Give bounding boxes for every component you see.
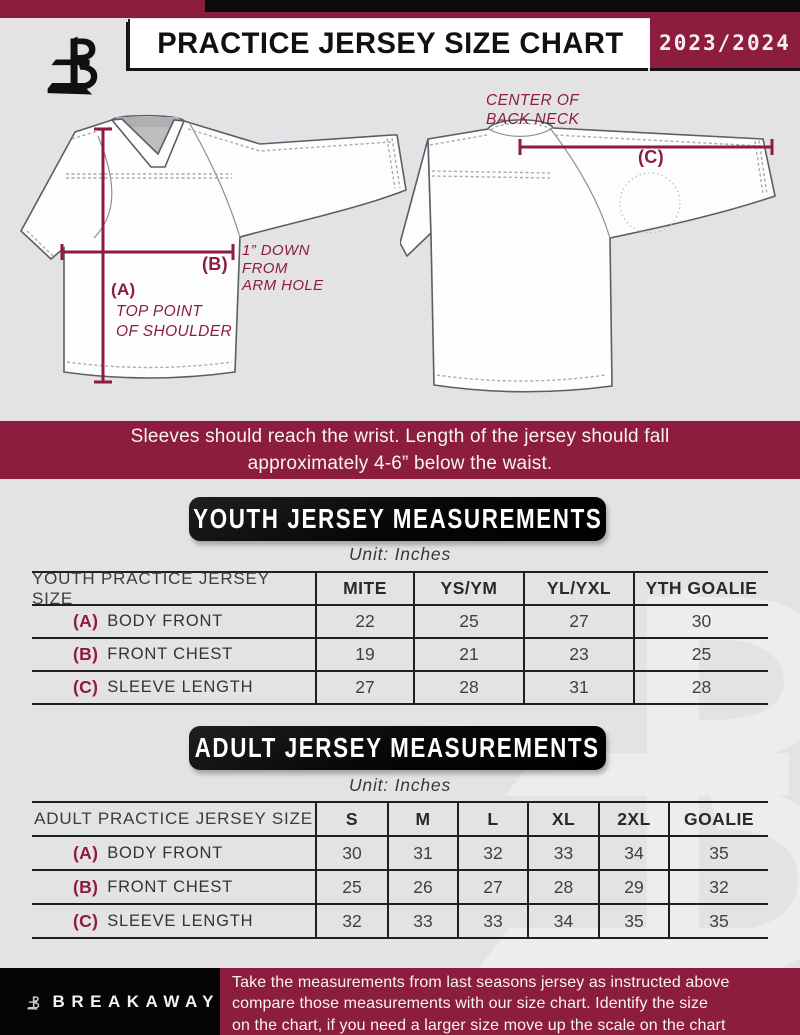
footer-brand-block bbox=[0, 968, 220, 1035]
measurement-label-cell bbox=[32, 871, 315, 903]
caption-line: TOP POINT bbox=[116, 303, 203, 320]
measurement-value: 28 bbox=[413, 672, 523, 703]
measurement-value: 27 bbox=[315, 672, 413, 703]
back-jersey-diagram bbox=[400, 115, 790, 405]
measurement-value: 27 bbox=[457, 871, 527, 903]
measurement-value: 25 bbox=[315, 871, 387, 903]
measurement-value: 28 bbox=[633, 672, 768, 703]
season-label: 2023/2024 bbox=[659, 31, 791, 55]
measurement-label-cell bbox=[32, 905, 315, 937]
table-row bbox=[32, 903, 768, 939]
measurement-value: 33 bbox=[387, 905, 457, 937]
size-col-header: M bbox=[387, 803, 457, 835]
measure-a-caption bbox=[116, 302, 232, 342]
measurement-value: 30 bbox=[315, 837, 387, 869]
measurement-label-cell bbox=[32, 672, 315, 703]
measure-c-label: (C) bbox=[638, 147, 664, 167]
size-col-header: XL bbox=[527, 803, 598, 835]
page-title-bar bbox=[128, 19, 650, 68]
measure-b-label: (B) bbox=[202, 254, 228, 274]
measurement-value: 25 bbox=[633, 639, 768, 670]
banner-line-2: approximately 4-6” below the waist. bbox=[247, 453, 553, 474]
footer bbox=[0, 968, 800, 1035]
measurement-value: 33 bbox=[527, 837, 598, 869]
measurement-label: SLEEVE LENGTH bbox=[107, 678, 254, 696]
measurement-label-cell bbox=[32, 606, 315, 637]
table-row bbox=[32, 637, 768, 670]
size-col-header: YL/YXL bbox=[523, 573, 633, 604]
measurement-value: 34 bbox=[598, 837, 668, 869]
measurement-key: (B) bbox=[73, 644, 99, 664]
adult-section-heading bbox=[189, 726, 606, 770]
adult-size-table bbox=[32, 801, 768, 939]
size-col-header: GOALIE bbox=[668, 803, 768, 835]
caption-line: OF SHOULDER bbox=[116, 323, 233, 340]
caption-line: CENTER OF bbox=[486, 92, 580, 109]
adult-heading-label: ADULT JERSEY MEASUREMENTS bbox=[194, 732, 601, 763]
measurement-value: 34 bbox=[527, 905, 598, 937]
youth-size-table bbox=[32, 568, 768, 705]
fit-instruction-banner bbox=[0, 421, 800, 479]
measurement-label: SLEEVE LENGTH bbox=[107, 911, 254, 930]
measurement-key: (C) bbox=[73, 677, 99, 697]
measurement-value: 22 bbox=[315, 606, 413, 637]
table-title-cell: ADULT PRACTICE JERSEY SIZE bbox=[34, 809, 313, 828]
top-black-strip bbox=[205, 0, 800, 12]
size-col-header: YTH GOALIE bbox=[633, 573, 768, 604]
front-jersey-diagram bbox=[20, 110, 440, 410]
measurement-value: 30 bbox=[633, 606, 768, 637]
measurement-value: 25 bbox=[413, 606, 523, 637]
size-col-header: YS/YM bbox=[413, 573, 523, 604]
youth-section-heading bbox=[189, 497, 606, 541]
measurement-value: 27 bbox=[523, 606, 633, 637]
caption-line: BACK NECK bbox=[486, 111, 580, 128]
measurement-value: 31 bbox=[523, 672, 633, 703]
measure-c-caption bbox=[486, 91, 579, 129]
measurement-label: BODY FRONT bbox=[107, 843, 224, 862]
adult-unit-label: Unit: Inches bbox=[348, 775, 451, 795]
youth-unit-label: Unit: Inches bbox=[348, 544, 451, 564]
measurement-value: 29 bbox=[598, 871, 668, 903]
table-header-row bbox=[32, 801, 768, 835]
size-col-header: 2XL bbox=[598, 803, 668, 835]
measurement-value: 23 bbox=[523, 639, 633, 670]
page-title: PRACTICE JERSEY SIZE CHART bbox=[156, 26, 624, 60]
caption-line: ARM HOLE bbox=[242, 277, 324, 294]
measurement-value: 26 bbox=[387, 871, 457, 903]
size-col-header: MITE bbox=[315, 573, 413, 604]
measurement-label: BODY FRONT bbox=[107, 612, 224, 630]
table-header-row bbox=[32, 568, 768, 608]
measurement-value: 35 bbox=[598, 905, 668, 937]
caption-line: FROM bbox=[242, 259, 288, 277]
measurement-value: 32 bbox=[457, 837, 527, 869]
footer-line-2: compare those measurements with our size chart. Identify the size bbox=[232, 995, 709, 1013]
measurement-value: 31 bbox=[387, 837, 457, 869]
table-row bbox=[32, 604, 768, 637]
measurement-value: 35 bbox=[668, 837, 768, 869]
size-col-header: S bbox=[315, 803, 387, 835]
measurement-value: 35 bbox=[668, 905, 768, 937]
measurement-key: (A) bbox=[73, 842, 99, 863]
measurement-key: (C) bbox=[73, 910, 99, 931]
measurement-label-cell bbox=[32, 837, 315, 869]
table-row bbox=[32, 670, 768, 705]
brand-name: BREAKAWAY bbox=[52, 991, 220, 1011]
table-row bbox=[32, 835, 768, 869]
measurement-key: (B) bbox=[73, 876, 99, 897]
size-col-header: L bbox=[457, 803, 527, 835]
measurement-value: 33 bbox=[457, 905, 527, 937]
table-title-cell: YOUTH PRACTICE JERSEY SIZE bbox=[32, 568, 270, 608]
banner-line-1: Sleeves should reach the wrist. Length of the jersey should fall bbox=[130, 426, 670, 447]
measurement-value: 32 bbox=[315, 905, 387, 937]
measurement-key: (A) bbox=[73, 611, 99, 631]
measurement-value: 28 bbox=[527, 871, 598, 903]
footer-line-1: Take the measurements from last seasons jersey as instructed above bbox=[232, 973, 730, 991]
measure-b-caption bbox=[242, 242, 324, 295]
measurement-label: FRONT CHEST bbox=[107, 877, 234, 896]
footer-line-3: on the chart, if you need a larger size move up the scale on the chart bbox=[232, 1016, 726, 1034]
breakaway-logo-small-icon bbox=[24, 984, 41, 1020]
measurement-label-cell bbox=[32, 639, 315, 670]
measurement-value: 32 bbox=[668, 871, 768, 903]
caption-line: 1” DOWN bbox=[242, 242, 310, 259]
measurement-value: 19 bbox=[315, 639, 413, 670]
table-row bbox=[32, 869, 768, 903]
measurement-label: FRONT CHEST bbox=[107, 645, 234, 663]
breakaway-logo-icon bbox=[33, 24, 103, 100]
measurement-value: 21 bbox=[413, 639, 523, 670]
youth-heading-label: YOUTH JERSEY MEASUREMENTS bbox=[192, 503, 603, 534]
season-badge bbox=[650, 18, 800, 68]
footer-instructions bbox=[220, 968, 800, 1035]
measure-a-label: (A) bbox=[111, 280, 136, 299]
